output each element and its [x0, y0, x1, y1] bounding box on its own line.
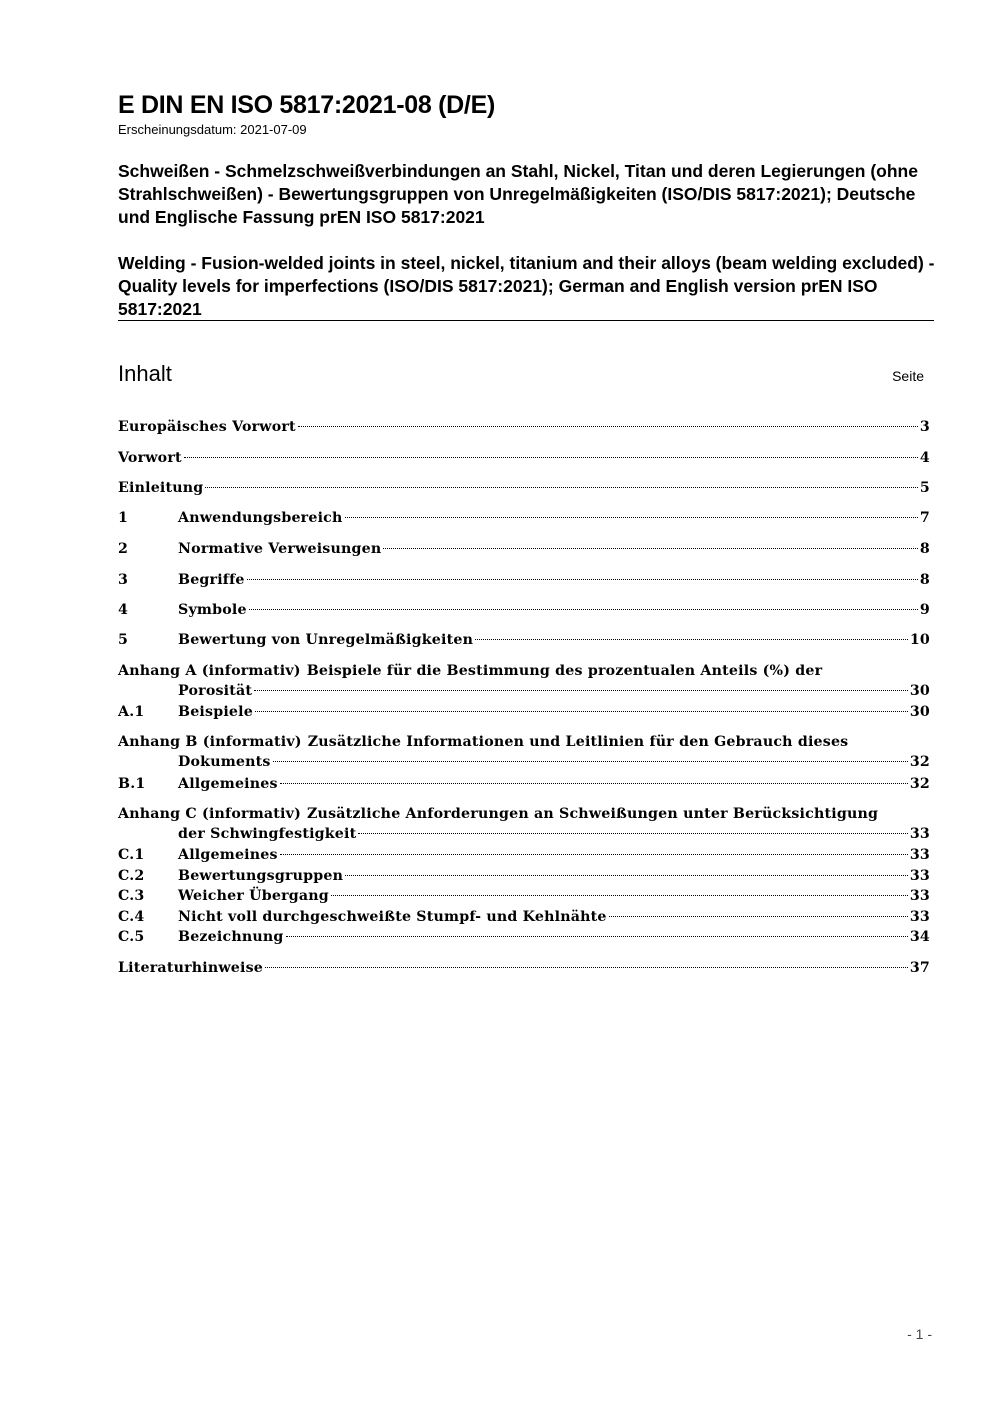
- toc-entry-c4[interactable]: [118, 907, 930, 927]
- toc-entry-page: 33: [909, 847, 930, 863]
- toc-entry-page: 37: [909, 960, 930, 976]
- toc-leader-dots: [254, 690, 908, 691]
- toc-leader-dots: [184, 457, 918, 458]
- toc-entry-label: Europäisches Vorwort: [118, 419, 296, 435]
- toc-entry-label: Beispiele für die Bestimmung des prozentualen Anteils (%) der: [306, 663, 823, 679]
- toc-leader-dots: [345, 517, 918, 518]
- toc-entry-1[interactable]: [118, 508, 930, 528]
- toc-entry-label-continued: der Schwingfestigkeit: [178, 826, 357, 842]
- toc-leader-dots: [265, 967, 908, 968]
- toc-entry-5[interactable]: [118, 630, 930, 650]
- toc-entry-page: 30: [909, 704, 930, 720]
- toc-entry-page: 32: [909, 754, 930, 770]
- toc-entry-label: Bewertung von Unregelmäßigkeiten: [178, 632, 474, 648]
- toc-entry-label: Bewertungsgruppen: [178, 868, 344, 884]
- toc-entry-number: A.1: [118, 704, 145, 720]
- toc-entry-number: C.2: [118, 868, 145, 884]
- toc-entry-number: 3: [118, 572, 129, 588]
- toc-heading: Inhalt: [118, 361, 172, 386]
- toc-entry-number: C.4: [118, 909, 145, 925]
- toc-annex-prefix: Anhang A (informativ): [118, 663, 301, 679]
- toc-leader-dots: [280, 783, 908, 784]
- toc-entry-label: Weicher Übergang: [178, 888, 329, 904]
- toc-entry-anhang-c[interactable]: [118, 804, 930, 844]
- toc-entry-label: Bezeichnung: [178, 929, 284, 945]
- toc-entry-label-continued: Dokuments: [178, 754, 271, 770]
- toc-entry-number: C.3: [118, 888, 145, 904]
- document-title: E DIN EN ISO 5817:2021-08 (D/E): [118, 91, 495, 119]
- toc-leader-dots: [609, 916, 908, 917]
- toc-leader-dots: [475, 639, 908, 640]
- toc-leader-dots: [286, 936, 908, 937]
- toc-leader-dots: [205, 487, 917, 488]
- toc-entry-europaeisches-vorwort[interactable]: [118, 417, 930, 437]
- toc-entry-label: Symbole: [178, 602, 247, 618]
- toc-entry-label: Einleitung: [118, 480, 204, 496]
- toc-entry-label-continued: Porosität: [178, 683, 253, 699]
- publication-date: Erscheinungsdatum: 2021-07-09: [118, 122, 307, 137]
- toc-leader-dots: [298, 426, 918, 427]
- toc-entry-number: C.1: [118, 847, 145, 863]
- toc-entry-c5[interactable]: [118, 927, 930, 947]
- toc-entry-label: Allgemeines: [178, 847, 278, 863]
- toc-entry-page: 33: [909, 826, 930, 842]
- toc-entry-label: Begriffe: [178, 572, 245, 588]
- toc-entry-c2[interactable]: [118, 866, 930, 886]
- toc-entry-a1[interactable]: [118, 702, 930, 722]
- toc-entry-number: 4: [118, 602, 129, 618]
- footer-page-number: - 1 -: [907, 1326, 932, 1342]
- toc-entry-number: 5: [118, 632, 129, 648]
- toc-entry-anhang-b[interactable]: [118, 732, 930, 772]
- toc-entry-number: C.5: [118, 929, 145, 945]
- toc-entry-number: 1: [118, 510, 129, 526]
- toc-entry-label: Vorwort: [118, 450, 182, 466]
- toc-entry-page: 5: [919, 480, 930, 496]
- toc-entry-page: 8: [919, 572, 930, 588]
- title-german: Schweißen - Schmelzschweißverbindungen an Stahl, Nickel, Titan und deren Legierungen (ohne Strahlschweißen) - Bewertungsgruppen von Unregelmäßigkeiten (ISO/DIS 5817:2021); Deutsche und Englische Fassung prEN ISO 5817:2021: [118, 161, 918, 227]
- toc-entry-c3[interactable]: [118, 886, 930, 906]
- toc-entry-number: 2: [118, 541, 129, 557]
- toc-entry-page: 10: [909, 632, 930, 648]
- toc-entry-number: B.1: [118, 776, 146, 792]
- toc-entry-anhang-a[interactable]: [118, 661, 930, 701]
- toc-entry-2[interactable]: [118, 539, 930, 559]
- toc-entry-label: Literaturhinweise: [118, 960, 264, 976]
- toc-entry-page: 33: [909, 868, 930, 884]
- toc-entry-page: 4: [919, 450, 930, 466]
- toc-entry-page: 34: [909, 929, 930, 945]
- toc-leader-dots: [249, 609, 918, 610]
- toc-entry-3[interactable]: [118, 570, 930, 590]
- toc-entry-einleitung[interactable]: [118, 478, 930, 498]
- toc-entry-vorwort[interactable]: [118, 448, 930, 468]
- toc-leader-dots: [273, 761, 908, 762]
- toc-entry-page: 8: [919, 541, 930, 557]
- toc-entry-label: Zusätzliche Informationen und Leitlinien für den Gebrauch dieses: [307, 734, 849, 750]
- toc-annex-prefix: Anhang C (informativ): [118, 806, 301, 822]
- toc-entry-b1[interactable]: [118, 774, 930, 794]
- toc-leader-dots: [358, 833, 907, 834]
- toc-entry-literaturhinweise[interactable]: [118, 958, 930, 978]
- toc-entry-label: Normative Verweisungen: [178, 541, 382, 557]
- toc-entry-page: 3: [919, 419, 930, 435]
- toc-leader-dots: [383, 548, 918, 549]
- toc-annex-prefix: Anhang B (informativ): [118, 734, 302, 750]
- toc-entry-label: Anwendungsbereich: [178, 510, 343, 526]
- toc-entry-page: 7: [919, 510, 930, 526]
- toc-entry-page: 9: [919, 602, 930, 618]
- toc-entry-c1[interactable]: [118, 845, 930, 865]
- toc-leader-dots: [345, 875, 908, 876]
- toc-leader-dots: [247, 579, 918, 580]
- toc-leader-dots: [255, 711, 908, 712]
- toc-entry-page: 33: [909, 909, 930, 925]
- toc-entry-label: Nicht voll durchgeschweißte Stumpf- und Kehlnähte: [178, 909, 607, 925]
- toc-entry-label: Allgemeines: [178, 776, 278, 792]
- toc-page-column-label: Seite: [892, 368, 924, 384]
- toc-entry-page: 32: [909, 776, 930, 792]
- toc-leader-dots: [331, 895, 908, 896]
- toc-leader-dots: [280, 854, 908, 855]
- header-divider: [118, 320, 934, 321]
- title-english: Welding - Fusion-welded joints in steel, nickel, titanium and their alloys (beam welding excluded) - Quality levels for imperfections (ISO/DIS 5817:2021); German and English version prEN ISO 5817:2021: [118, 253, 935, 319]
- toc-entry-label: Beispiele: [178, 704, 253, 720]
- toc-entry-page: 30: [909, 683, 930, 699]
- toc-entry-label: Zusätzliche Anforderungen an Schweißungen unter Berücksichtigung: [307, 806, 879, 822]
- toc-entry-page: 33: [909, 888, 930, 904]
- toc-entry-4[interactable]: [118, 600, 930, 620]
